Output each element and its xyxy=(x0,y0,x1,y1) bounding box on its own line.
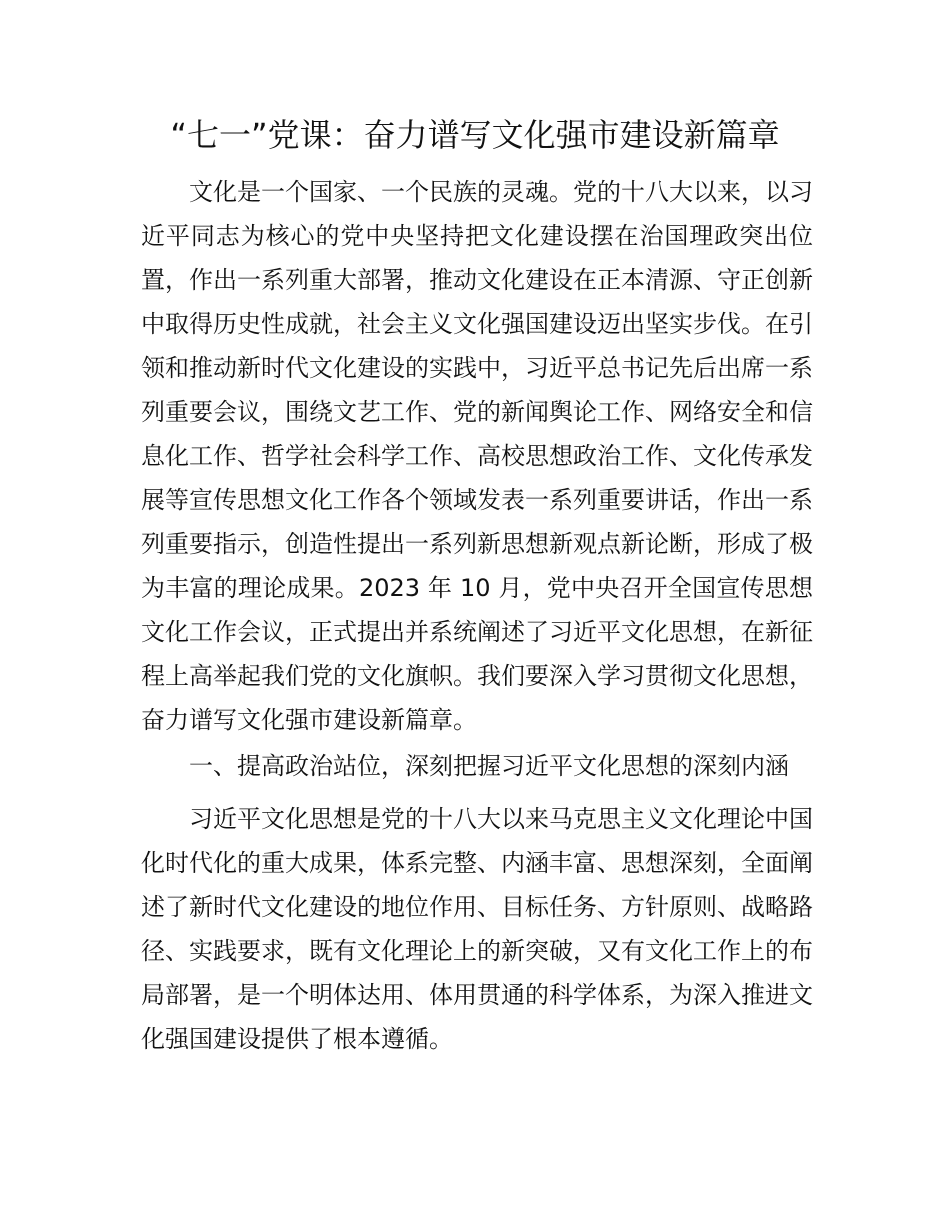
section-heading: 一、提高政治站位，深刻把握习近平文化思想的深刻内涵 xyxy=(189,752,789,780)
document-title: “七一”党课：奋力谱写文化强市建设新篇章 xyxy=(170,116,780,154)
intro-paragraph: 文化是一个国家、一个民族的灵魂。党的十八大以来，以习近平同志为核心的党中央坚持把文化建设摆在治国理政突出位置，作出一系列重大部署，推动文化建设在正本清源、守正创新中取得历史性成就，社会主义文化强国建设迈出坚实步伐。在引领和推动新时代文化建设的实践中，习近平总书记先后出席一系列重要会议，围绕文艺工作、党的新闻舆论工作、网络安全和信息化工作、哲学社会科学工作、高校思想政治工作、文化传承发展等宣传思想文化工作各个领域发表一系列重要讲话，作出一系列重要指示，创造性提出一系列新思想新观点新论断，形成了极为丰富的理论成果。2023 年 10 月，党中央召开全国宣传思想文化工作会议，正式提出并系统阐述了习近平文化思想，在新征程上高举起我们党的文化旗帜。我们要深入学习贯彻文化思想，奋力谱写文化强市建设新篇章。 xyxy=(141,178,813,734)
section-paragraph: 习近平文化思想是党的十八大以来马克思主义文化理论中国化时代化的重大成果，体系完整、内涵丰富、思想深刻，全面阐述了新时代文化建设的地位作用、目标任务、方针原则、战略路径、实践要求，既有文化理论上的新突破，又有文化工作上的布局部署，是一个明体达用、体用贯通的科学体系，为深入推进文化强国建设提供了根本遵循。 xyxy=(141,805,813,1053)
